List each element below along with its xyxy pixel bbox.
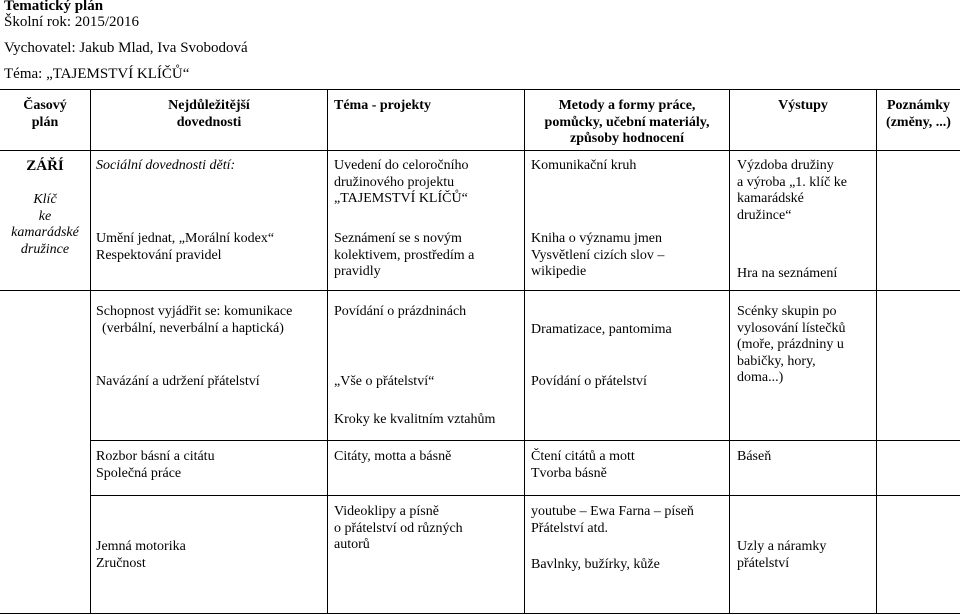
doc-title: Tematický plán [4,0,104,14]
row2-methods-b: Povídání o přátelství [531,374,647,389]
row2-skills-b: Navázání a udržení přátelství [96,374,260,389]
row2-skills-a: Schopnost vyjádřit se: komunikace (verbální, neverbální a haptická) [96,304,293,336]
col-border-1 [90,89,91,614]
row3-outputs: Báseň [737,449,772,464]
table-top-border [0,89,960,90]
col-border-3 [524,89,525,614]
header-key-skills: Nejdůležitější dovednosti [168,98,250,130]
row2-methods-a: Dramatizace, pantomima [531,322,672,337]
row4-outputs: Uzly a náramky přátelství [737,539,827,571]
row1-topics-b: Seznámení se s novým kolektivem, prostředím a pravidly [334,231,475,279]
row2-topics-a: Povídání o prázdninách [334,304,467,319]
row4-skills: Jemná motorika Zručnost [96,539,186,571]
row1-skills-title: Sociální dovednosti dětí: [96,158,236,173]
row1-outputs-a: Výzdoba družiny a výroba „1. klíč ke kamarádské družince“ [737,158,848,223]
header-methods: Metody a formy práce, pomůcky, učební materiály, způsoby hodnocení [544,98,710,146]
table-bottom-border [0,613,960,614]
header-notes: Poznámky (změny, ...) [886,98,951,130]
header-topics: Téma - projekty [334,98,431,113]
month-label: ZÁŘÍ [26,158,64,174]
month-theme: Klíč ke kamarádské družince [11,192,79,257]
header-bottom-border [0,150,960,151]
row4-methods-a: youtube – Ewa Farna – píseň Přátelství atd. [531,504,694,536]
header-outputs: Výstupy [778,98,828,113]
row3-topics: Citáty, motta a básně [334,449,452,464]
theme: Téma: „TAJEMSTVÍ KLÍČŮ“ [4,66,190,82]
row2-topics-b: „Vše o přátelství“ [334,374,435,389]
row1-methods-b: Kniha o významu jmen Vysvětlení cizích slov – wikipedie [531,231,665,279]
row4-topics: Videoklipy a písně o přátelství od různých autorů [334,504,463,552]
row3-bottom-border [90,495,960,496]
row3-skills: Rozbor básní a citátu Společná práce [96,449,215,481]
row1-bottom-border [0,290,960,291]
row1-outputs-b: Hra na seznámení [737,266,838,281]
col-border-5 [876,89,877,614]
educators: Vychovatel: Jakub Mlad, Iva Svobodová [4,40,248,56]
col-border-2 [327,89,328,614]
row2-bottom-border [90,440,960,441]
row3-methods: Čtení citátů a mott Tvorba básně [531,449,635,481]
header-time-plan: Časový plán [23,98,67,130]
row1-methods-a: Komunikační kruh [531,158,637,173]
row1-topics-a: Uvedení do celoročního družinového projektu „TAJEMSTVÍ KLÍČŮ“ [334,158,469,206]
school-year: Školní rok: 2015/2016 [4,14,140,30]
row1-skills: Umění jednat, „Morální kodex“ Respektování pravidel [96,231,275,263]
row4-methods-b: Bavlnky, bužírky, kůže [531,557,660,572]
col-border-4 [729,89,730,614]
row2-outputs: Scénky skupin po vylosování lístečků (moře, prázdniny u babičky, hory, doma...) [737,304,846,385]
row2-topics-c: Kroky ke kvalitním vztahům [334,412,496,427]
